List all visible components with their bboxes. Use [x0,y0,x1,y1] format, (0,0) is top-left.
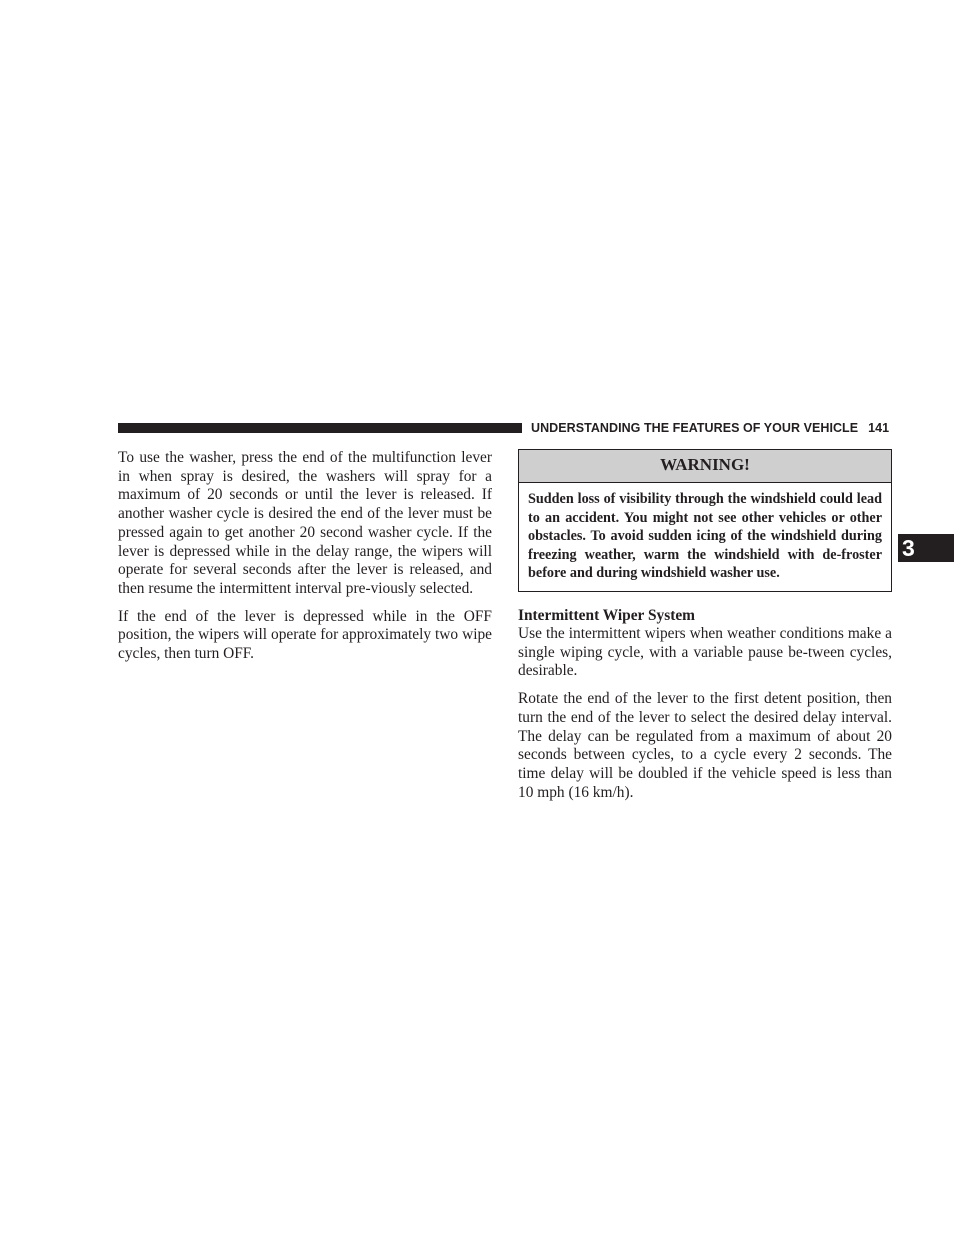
warning-body: Sudden loss of visibility through the windshield could lead to an accident. You might not see other vehicles or other obstacles. To avoid sudden icing of the windshield during freezing weather, warm the windshield with de-froster before and during windshield washer use. [528,491,882,581]
section-title: UNDERSTANDING THE FEATURES OF YOUR VEHICLE [531,421,859,435]
header-rule [118,423,522,433]
warning-title: WARNING! [519,450,891,483]
left-column [118,449,492,664]
section-heading: Intermittent Wiper System [518,607,695,624]
chapter-tab: 3 [898,534,954,562]
paragraph-delay-interval: Rotate the end of the lever to the first detent position, then turn the end of the lever to select the desired delay interval. The delay can be regulated from a maximum of about 20 seconds between cycles, to a cycle every 2 seconds. The time delay will be doubled if the vehicle speed is less than 10 mph (16 km/h). [518,690,892,801]
page-number: 141 [868,421,890,435]
warning-box [518,449,892,592]
paragraph-washer-use: To use the washer, press the end of the multifunction lever in when spray is desired, the washers will spray for a maximum of 20 seconds or until the lever is released. If another washer cycle is desired the end of the lever must be pressed again to get another 20 second washer cycle. If the lever is depressed while in the delay range, the wipers will operate for several seconds after the lever is released, and then resume the intermittent interval pre-viously selected. [118,449,492,597]
right-column [518,606,892,802]
paragraph-off-position: If the end of the lever is depressed while in the OFF position, the wipers will operate for approximately two wipe cycles, then turn OFF. [118,607,492,663]
paragraph-intermittent-use: Use the intermittent wipers when weather conditions make a single wiping cycle, with a variable pause be-tween cycles, desirable. [518,625,892,680]
running-header [531,420,893,436]
